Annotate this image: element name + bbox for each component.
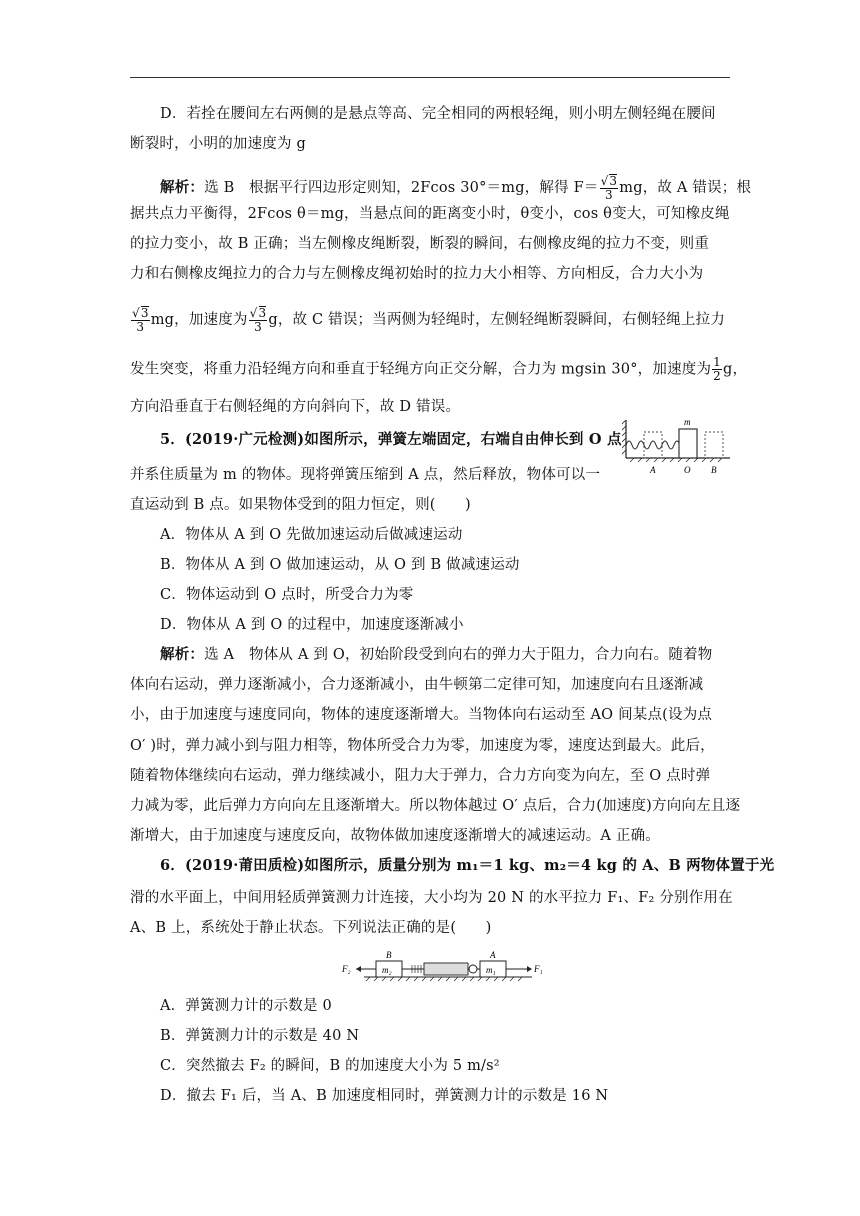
label-B: B xyxy=(711,465,717,475)
q5-analysis-line1 xyxy=(160,645,712,665)
q4-option-d-line1: D．若拴在腰间左右两侧的是悬点等高、完全相同的两根轻绳，则小明左侧轻绳在腰间 xyxy=(160,106,716,122)
q4-analysis-text: 选 B 根据平行四边形定则知，2Fcos 30°＝mg，解得 F＝ xyxy=(204,180,599,196)
q5-analysis-line5: 随着物体继续向右运动，弹力继续减小，阻力大于弹力，合力方向变为向左，至 O 点时弹 xyxy=(130,768,711,784)
label-m1: m₁ xyxy=(486,965,496,975)
fraction-sqrt3-over-3: $\frac{√3}{3}$ xyxy=(132,306,149,334)
label-O: O xyxy=(684,465,691,475)
q5-analysis-line2: 体向右运动，弹力逐渐减小，合力逐渐减小，由牛顿第二定律可知，加速度向右且逐渐减 xyxy=(130,677,704,693)
q5-stem-line1: 5．(2019·广元检测)如图所示，弹簧左端固定，右端自由伸长到 O 点 xyxy=(160,431,622,448)
q6-stem-line1: 6．(2019·莆田质检)如图所示，质量分别为 m₁＝1 kg、m₂＝4 kg 的 A、B 两物体置于光 xyxy=(160,857,775,874)
label-A: A xyxy=(650,465,656,475)
q5-analysis-line7: 渐增大，由于加速度与速度反向，故物体做加速度逐渐增大的减速运动。A 正确。 xyxy=(130,828,660,844)
q4-text: 发生突变，将重力沿轻绳方向和垂直于轻绳方向正交分解，合力为 mgsin 30°，加速度为 xyxy=(130,361,712,378)
q5-option-c: C．物体运动到 O 点时，所受合力为零 xyxy=(160,587,414,603)
q6-option-c: C．突然撤去 F₂ 的瞬间，B 的加速度大小为 5 m/s² xyxy=(160,1058,500,1074)
q4-text: g， xyxy=(723,361,748,378)
q4-text: g，故 C 错误；当两侧为轻绳时，左侧轻绳断裂瞬间，右侧轻绳上拉力 xyxy=(268,312,726,328)
q4-option-d-line2: 断裂时，小明的加速度为 g xyxy=(130,136,306,152)
fraction-one-half: $\frac{1}{2}$ xyxy=(713,355,722,383)
header-rule xyxy=(130,77,730,78)
q4-text: mg，加速度为 xyxy=(150,312,248,328)
analysis-label: 解析： xyxy=(160,179,205,196)
fraction-sqrt3-over-3: $\frac{√3}{3}$ xyxy=(600,174,618,202)
q5-analysis-text: 选 A 物体从 A 到 O，初始阶段受到向右的弹力大于阻力，合力向右。随着物 xyxy=(204,647,713,663)
q4-analysis-line2: 据共点力平衡得，2Fcos θ＝mg，当悬点间的距离变小时，θ变小，cos θ变大，可知橡皮绳 xyxy=(130,206,730,222)
q6-option-a: A．弹簧测力计的示数是 0 xyxy=(160,998,332,1014)
q4-analysis-line1 xyxy=(160,174,751,202)
q5-analysis-line3: 小，由于加速度与速度同向，物体的速度逐渐增大。当物体向右运动至 AO 间某点(设为点 xyxy=(130,707,713,723)
q5-stem-line3: 直运动到 B 点。如果物体受到的阻力恒定，则( ) xyxy=(130,497,471,513)
q5-option-b: B．物体从 A 到 O 做加速运动，从 O 到 B 做减速运动 xyxy=(160,557,520,573)
label-m: m xyxy=(684,417,691,427)
q5-analysis-line4: O′ )时，弹力减小到与阻力相等，物体所受合力为零，加速度为零，速度达到最大。此后， xyxy=(130,738,715,754)
q6-option-d: D．撤去 F₁ 后，当 A、B 加速度相同时，弹簧测力计的示数是 16 N xyxy=(160,1088,609,1104)
q4-analysis-line3: 的拉力变小，故 B 正确；当左侧橡皮绳断裂，断裂的瞬间，右侧橡皮绳的拉力不变，则重 xyxy=(130,236,710,252)
fraction-sqrt3-over-3: $\frac{√3}{3}$ xyxy=(249,306,267,334)
q5-analysis-line6: 力减为零，此后弹力方向向左且逐渐增大。所以物体越过 O′ 点后，合力(加速度)方向向左且逐 xyxy=(130,798,741,814)
label-m2: m₂ xyxy=(382,965,392,975)
q4-analysis-line7: 方向沿垂直于右侧轻绳的方向斜向下，故 D 错误。 xyxy=(130,399,461,415)
q6-stem-line2: 滑的水平面上，中间用轻质弹簧测力计连接，大小均为 20 N 的水平拉力 F₁、F₂ 分别作用在 xyxy=(130,890,733,906)
analysis-label: 解析： xyxy=(160,646,205,663)
q4-analysis-text-cont: mg，故 A 错误；根 xyxy=(619,180,752,196)
label-A: A xyxy=(490,950,496,960)
label-B: B xyxy=(386,950,392,960)
spring-scale-figure xyxy=(342,948,554,984)
q5-stem-line2: 并系住质量为 m 的物体。现将弹簧压缩到 A 点，然后释放，物体可以一 xyxy=(130,467,601,483)
q6-option-b: B．弹簧测力计的示数是 40 N xyxy=(160,1028,360,1044)
spring-block-figure xyxy=(622,412,734,482)
label-F2: F₂ xyxy=(342,964,351,974)
label-F1: F₁ xyxy=(534,964,543,974)
q4-analysis-line6 xyxy=(130,356,747,383)
q5-option-d: D．物体从 A 到 O 的过程中，加速度逐渐减小 xyxy=(160,617,464,633)
q5-option-a: A．物体从 A 到 O 先做加速运动后做减速运动 xyxy=(160,527,463,543)
q6-stem-line3: A、B 上，系统处于静止状态。下列说法正确的是( ) xyxy=(130,920,492,936)
q4-analysis-line5 xyxy=(130,306,725,334)
q4-analysis-line4: 力和右侧橡皮绳拉力的合力与左侧橡皮绳初始时的拉力大小相等、方向相反，合力大小为 xyxy=(130,266,704,282)
